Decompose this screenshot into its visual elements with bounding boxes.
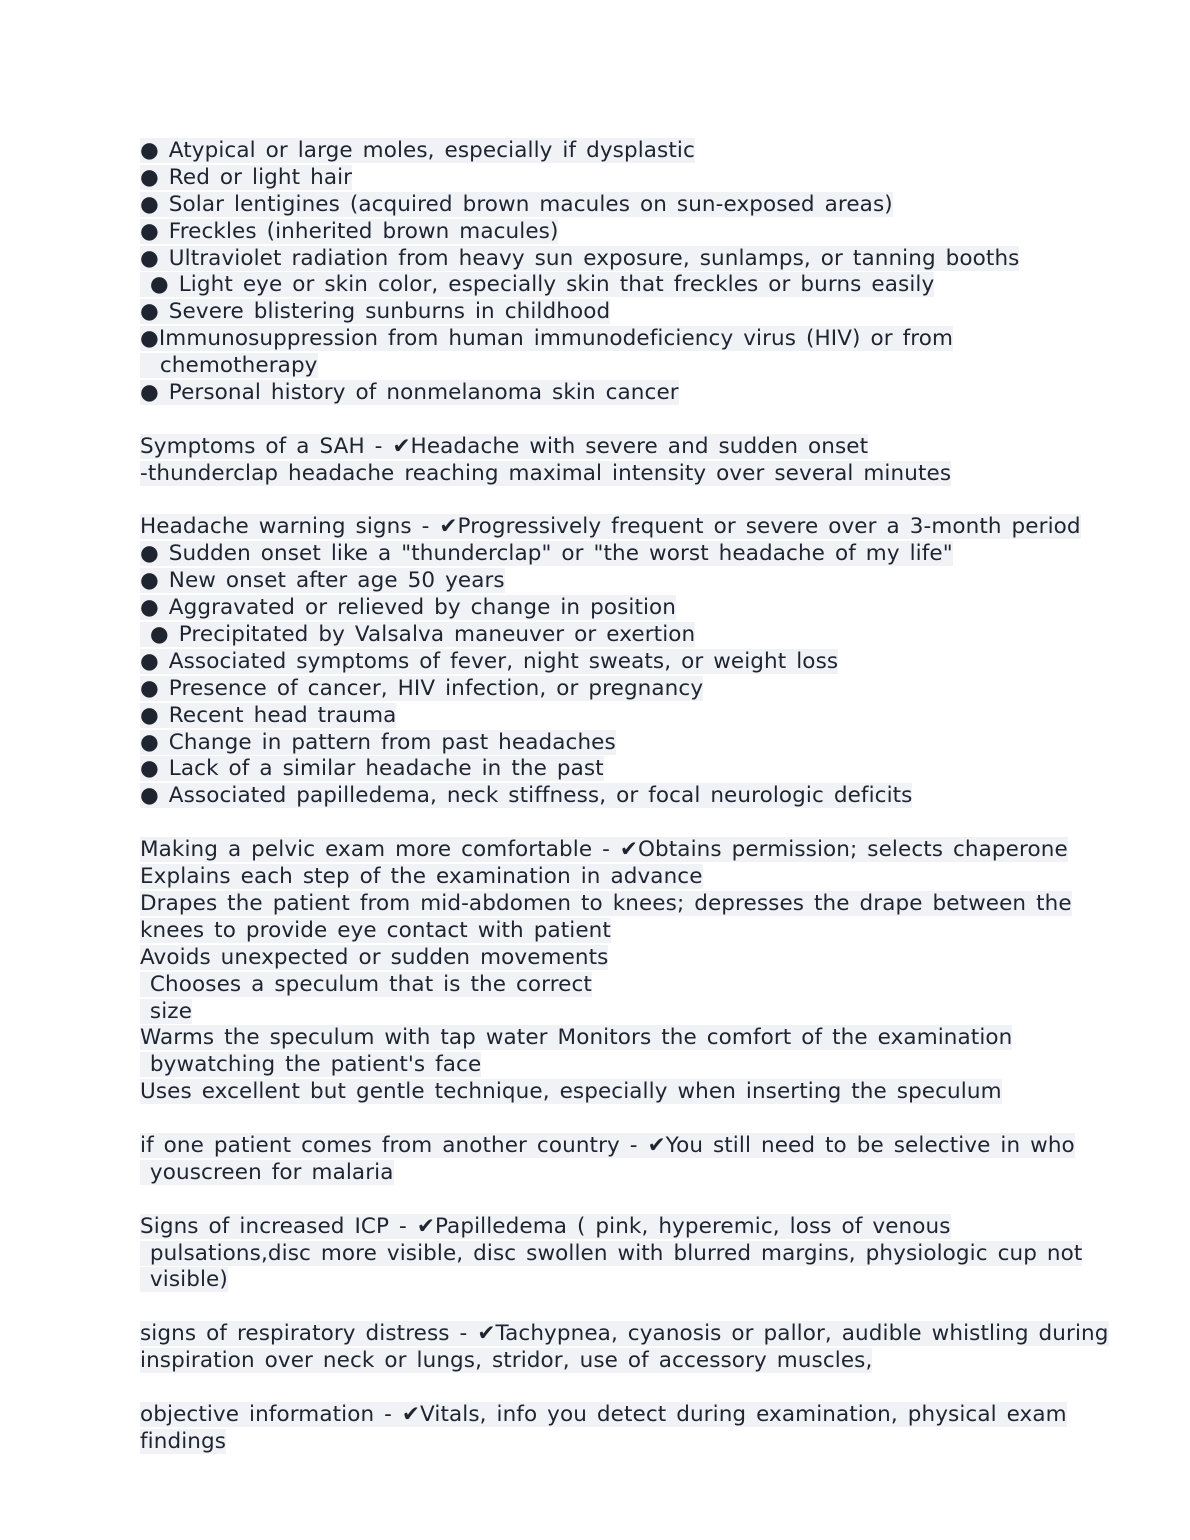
list-item: ● Solar lentigines (acquired brown macules on sun-exposed areas)	[140, 191, 893, 217]
text-line: youscreen for malaria	[140, 1159, 394, 1185]
list-item: ● Recent head trauma	[140, 702, 397, 728]
text-line: bywatching the patient's face	[140, 1052, 482, 1078]
text-line: Drapes the patient from mid-abdomen to knees; depresses the drape between the	[140, 890, 1072, 916]
sah-symptoms	[140, 434, 1080, 488]
list-item: ● Aggravated or relieved by change in position	[140, 595, 677, 621]
increased-icp-signs	[140, 1213, 1083, 1295]
flashcard-question: signs of respiratory distress - ✔Tachypnea, cyanosis or pallor, audible whistling during	[140, 1321, 1109, 1347]
malaria-screening	[140, 1133, 1080, 1187]
respiratory-distress-signs	[140, 1321, 1109, 1375]
flashcard-question: Symptoms of a SAH - ✔Headache with severe and sudden onset	[140, 433, 869, 459]
list-item: ● Change in pattern from past headaches	[140, 729, 616, 755]
text-line: findings	[140, 1428, 227, 1454]
list-item: ● Red or light hair	[140, 164, 353, 190]
list-item-continuation: chemotherapy	[140, 353, 318, 379]
text-line: Chooses a speculum that is the correct	[140, 971, 592, 997]
list-item: ● Freckles (inherited brown macules)	[140, 218, 559, 244]
text-line: pulsations,disc more visible, disc swollen with blurred margins, physiologic cup not	[140, 1240, 1083, 1266]
text-line: Warms the speculum with tap water Monitors the comfort of the examination	[140, 1025, 1013, 1051]
flashcard-question: Headache warning signs - ✔Progressively frequent or severe over a 3-month period	[140, 514, 1081, 540]
list-item: ● Precipitated by Valsalva maneuver or exertion	[140, 622, 696, 648]
list-item: ● Personal history of nonmelanoma skin cancer	[140, 380, 679, 406]
flashcard-question: if one patient comes from another country - ✔You still need to be selective in who	[140, 1132, 1075, 1158]
pelvic-exam-comfort	[140, 837, 1080, 1106]
text-line: Avoids unexpected or sudden movements	[140, 944, 609, 970]
spacer	[140, 1294, 1080, 1321]
text-line: Uses excellent but gentle technique, especially when inserting the speculum	[140, 1079, 1002, 1105]
spacer	[140, 488, 1080, 515]
list-item: ● New onset after age 50 years	[140, 568, 505, 594]
flashcard-question: Signs of increased ICP - ✔Papilledema ( pink, hyperemic, loss of venous	[140, 1213, 951, 1239]
text-line: inspiration over neck or lungs, stridor, use of accessory muscles,	[140, 1348, 873, 1374]
objective-information	[140, 1402, 1080, 1456]
spacer	[140, 1375, 1080, 1402]
text-line: size	[140, 998, 193, 1024]
list-item: ● Associated papilledema, neck stiffness, or focal neurologic deficits	[140, 783, 913, 809]
list-item: ● Lack of a similar headache in the past	[140, 756, 604, 782]
list-item: ● Atypical or large moles, especially if dysplastic	[140, 138, 695, 163]
text-line: visible)	[140, 1267, 228, 1293]
list-item: ● Severe blistering sunburns in childhood	[140, 299, 611, 325]
list-item: ● Ultraviolet radiation from heavy sun exposure, sunlamps, or tanning booths	[140, 245, 1020, 271]
flashcard-question: objective information - ✔Vitals, info you detect during examination, physical exam	[140, 1401, 1067, 1427]
spacer	[140, 1106, 1080, 1133]
list-item: ● Associated symptoms of fever, night sweats, or weight loss	[140, 648, 839, 674]
spacer	[140, 1187, 1080, 1214]
text-line: knees to provide eye contact with patient	[140, 917, 611, 943]
spacer	[140, 810, 1080, 837]
list-item: ●Immunosuppression from human immunodeficiency virus (HIV) or from	[140, 326, 954, 352]
headache-warning-signs	[140, 514, 1080, 810]
spacer	[140, 407, 1080, 434]
flashcard-question: Making a pelvic exam more comfortable - ✔Obtains permission; selects chaperone	[140, 837, 1068, 863]
list-item: ● Light eye or skin color, especially skin that freckles or burns easily	[140, 272, 935, 298]
document-page	[140, 138, 1109, 1456]
list-item: ● Presence of cancer, HIV infection, or pregnancy	[140, 675, 704, 701]
text-line: Explains each step of the examination in advance	[140, 864, 703, 890]
flashcard-answer: -thunderclap headache reaching maximal intensity over several minutes	[140, 460, 952, 486]
list-item: ● Sudden onset like a "thunderclap" or "the worst headache of my life"	[140, 541, 953, 567]
melanoma-risk-factors	[140, 138, 1080, 407]
